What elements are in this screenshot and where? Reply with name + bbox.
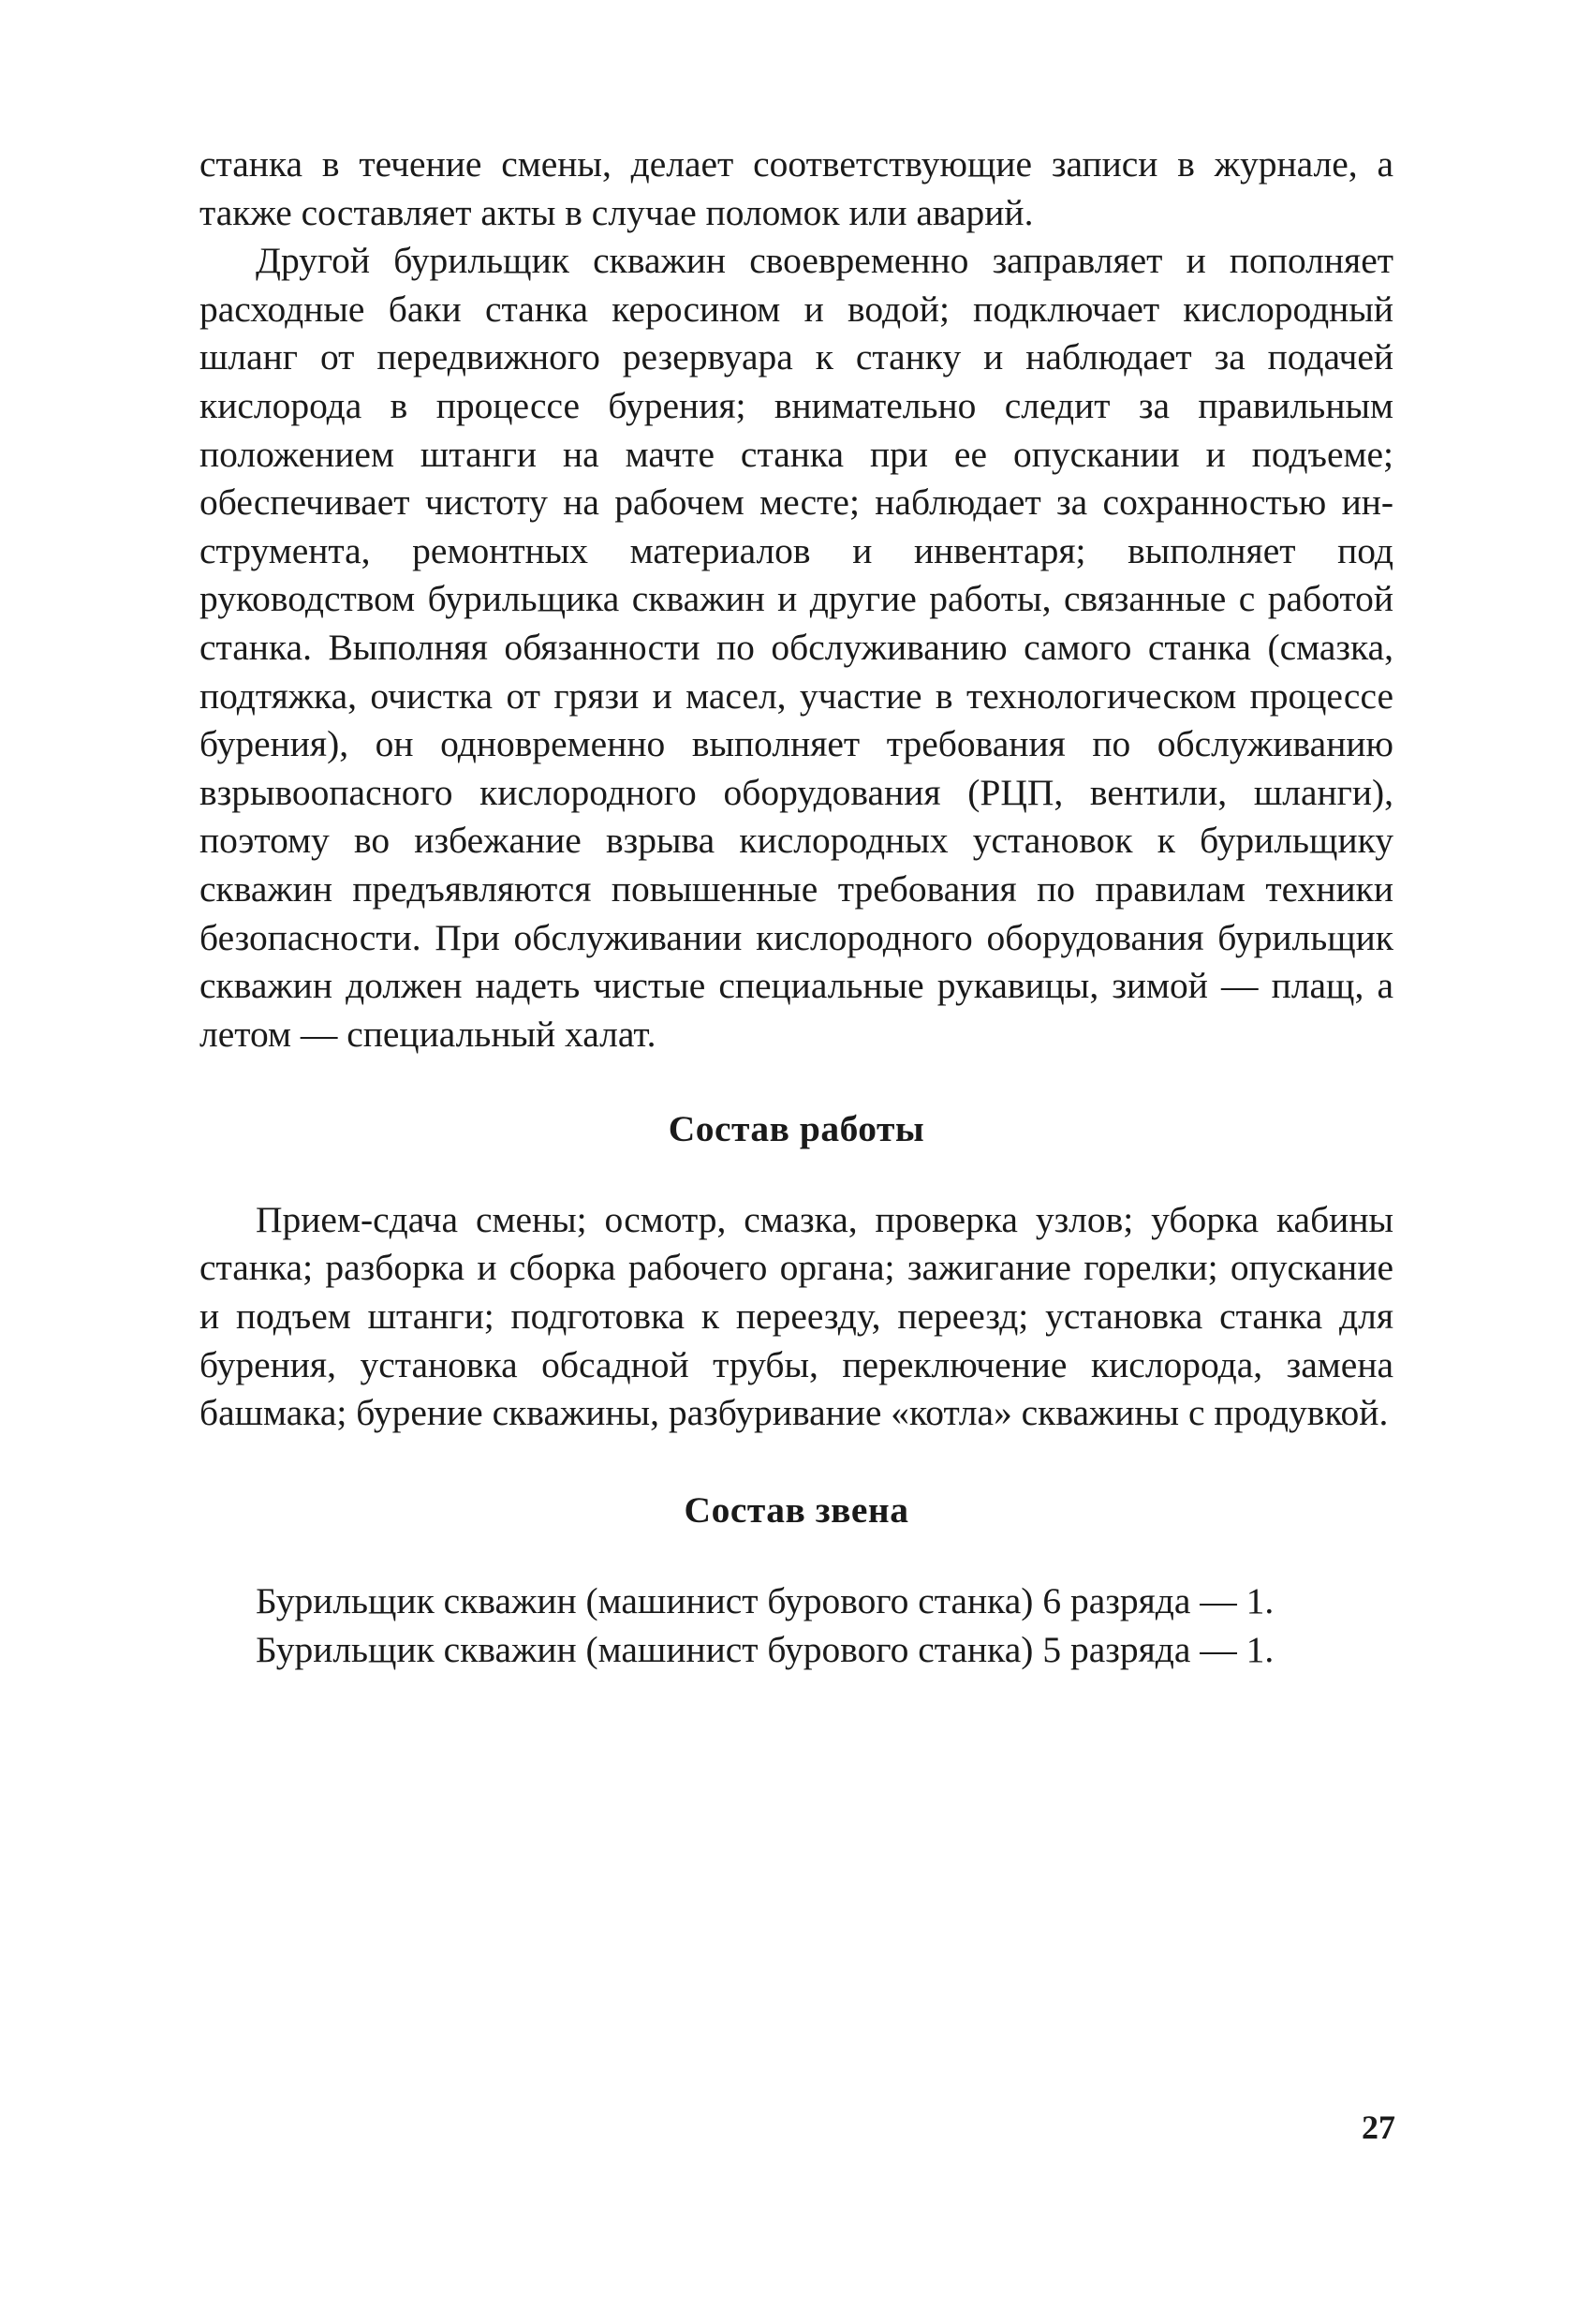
section-heading-work-composition: Состав работы [668,1108,925,1150]
section-heading-crew-composition: Состав звена [684,1488,909,1531]
page-number: 27 [1362,2109,1395,2146]
paragraph-continuation: станка в течение смены, делает соответствующие записи в журнале, а также составляет акты в случае поломок или аварий. [199,143,1393,233]
crew-member-grade-6: Бурильщик скважин (машинист бурового станка) 6 разряда — 1. [256,1580,1275,1622]
paragraph-work-composition: Прием-сдача смены; осмотр, смазка, проверка узлов; уборка кабины станка; разборка и сборка рабочего органа; зажигание горелки; опускание и подъем штанги; подготовка к переезду, переезд; установка станка для бурения, установка обсадной трубы, переключение кислорода, замена башмака; бурение скважины, разбуривание «котла» скважины с продувкой. [199,1198,1393,1434]
page-content [199,141,1393,1675]
crew-member-grade-5: Бурильщик скважин (машинист бурового станка) 5 разряда — 1. [256,1629,1275,1671]
paragraph-second-driller-duties: Другой бурильщик скважин своевременно заправляет и пополняет расходные баки станка керосином и водой; подключает кислородный шланг от передвижного резервуара к станку и наблюдает за подачей кислорода в процессе бурения; внимательно следит за правильным положением штанги на мачте станка при ее опускании и подъеме; обеспечивает чистоту на рабочем месте; наблюдает за сохранностью инструмента, ремонтных материалов и инвентаря; выполняет под руководством бурильщика скважин и другие работы, связанные с работой станка. Выполняя обязанности по обслуживанию самого станка (смазка, подтяжка, очистка от грязи и масел, участие в технологическом процессе бурения), он одновременно выполняет требования по обслуживанию взрывоопасного кислородного оборудования (РЦП, вентили, шланги), поэтому во избежание взрыва кислородных установок к бурильщику скважин предъявляются повышенные требования по правилам техники безопасности. При обслуживании кислородного оборудования бурильщик скважин должен надеть чистые специальные рукавицы, зимой — плащ, а летом — специальный халат. [199,240,1393,1055]
